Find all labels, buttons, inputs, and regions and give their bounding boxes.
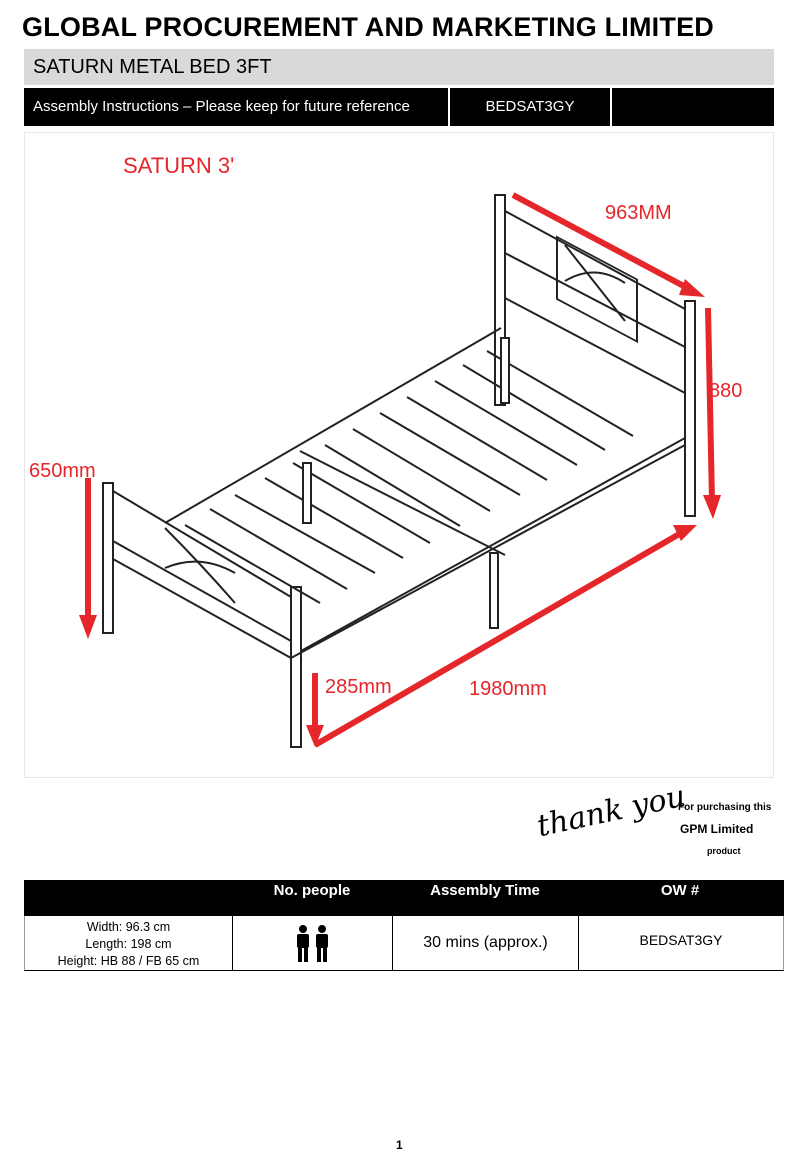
thanks-line-2: GPM Limited [680,822,754,836]
dim-headboard-label: 880 [709,380,743,402]
people-cell [233,916,393,970]
dim-clearance-label: 285mm [325,676,392,698]
header-ow: OW # [660,882,700,899]
header-time: Assembly Time [430,882,540,899]
header-people: No. people [273,882,351,899]
thank-you-script: thank you [534,778,689,845]
dim-height: Height: HB 88 / FB 65 cm [57,954,200,968]
company-name: GLOBAL PROCUREMENT AND MARKETING LIMITED [22,12,714,42]
product-name-bar: SATURN METAL BED 3FT [24,49,774,85]
thanks-line-1: For purchasing this [678,802,772,813]
assembly-time: 30 mins (approx.) [393,916,579,970]
info-bar [24,88,774,126]
bed-diagram [24,132,774,778]
product-code: BEDSAT3GY [448,88,610,126]
dim-length: Length: 198 cm [85,937,172,951]
blank-cell [610,88,776,126]
dim-width-label: 963MM [605,202,672,224]
instructions-label: Assembly Instructions – Please keep for future reference [33,98,410,115]
dimensions-cell [25,916,233,970]
thank-you-note [530,778,780,870]
diagram-title: SATURN 3' [123,153,235,178]
bed-frame-lines [103,195,695,747]
dim-length-label: 1980mm [469,678,547,700]
bed-illustration [25,133,773,777]
ow-number: BEDSAT3GY [639,932,723,948]
page-number: 1 [396,1138,403,1152]
spec-table-header [24,880,784,916]
spec-table-row [24,916,784,971]
dim-footboard-label: 650mm [29,460,96,482]
two-people-icon [293,924,333,964]
thanks-line-3: product [707,846,741,856]
dim-width: Width: 96.3 cm [86,920,171,934]
